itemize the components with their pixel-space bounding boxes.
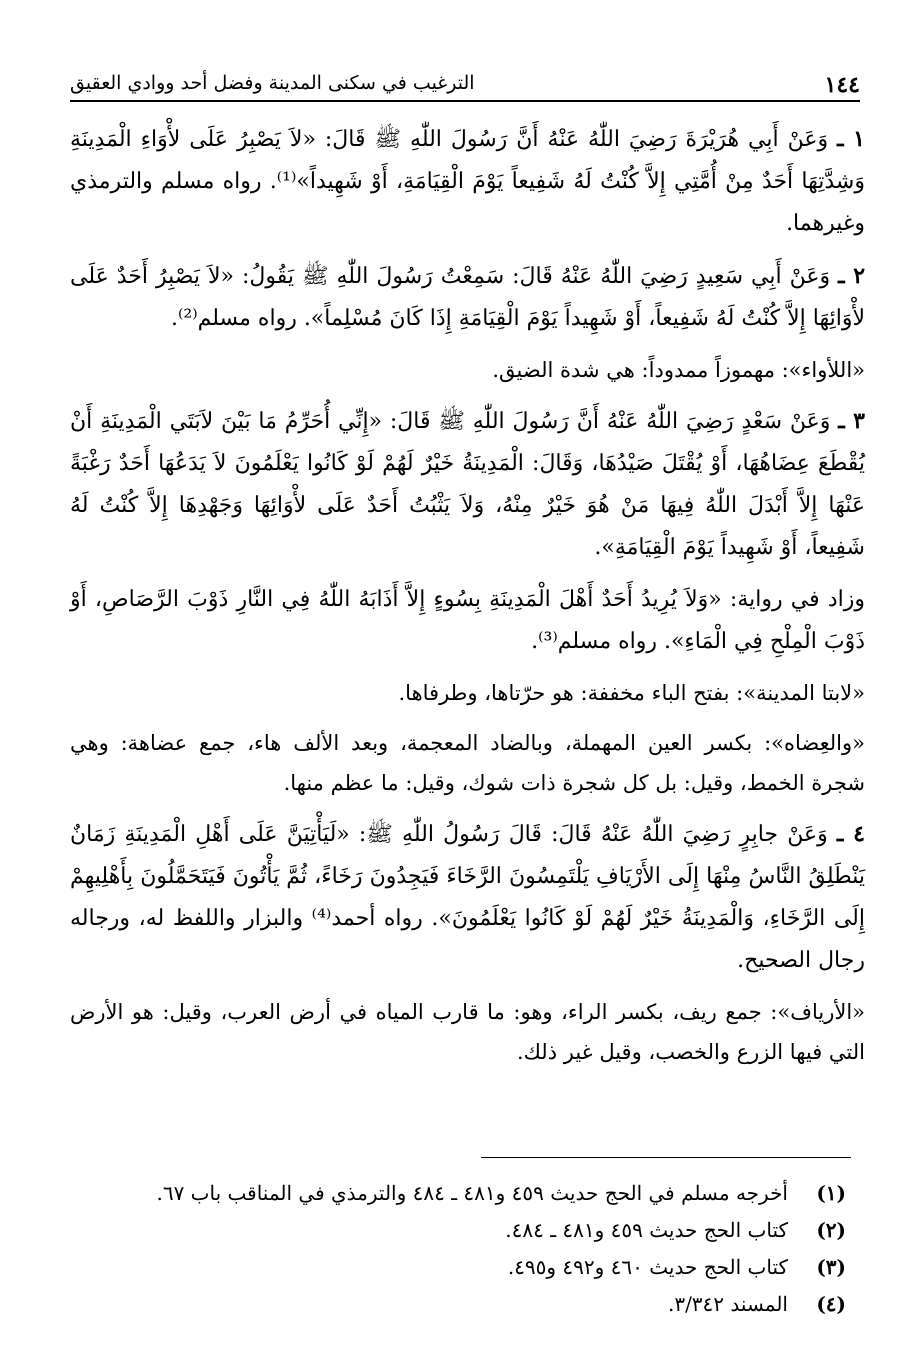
footnote-mark: (١): [816, 1181, 846, 1205]
hadith-number: ٣ ـ: [838, 408, 865, 434]
page-header: [70, 64, 860, 102]
footnote-text: المسند ٣/٣٤٢.: [667, 1292, 788, 1316]
hadith-3-addition: وزاد في رواية: «وَلاَ يُرِيدُ أَحَدٌ أَهْلَ الْمَدِينَةِ بِسُوءٍ إِلاَّ أَذَابَهُ اللّٰهُ فِي النَّارِ ذَوْبَ الرَّصَاصِ، أَوْ ذَوْبَ الْمِلْحِ فِي الْمَاءِ». رواه مسلم⁽³⁾.: [70, 587, 865, 654]
footnote-text: أخرجه مسلم في الحج حديث ٤٥٩ و٤٨١ ـ ٤٨٤ والترمذي في المناقب باب ٦٧.: [156, 1181, 788, 1205]
hadith-number: ٤ ـ: [836, 821, 865, 847]
hadith-text: وَعَنْ جابِرٍ رَضِيَ اللّٰهُ عَنْهُ قَالَ: قَالَ رَسُولُ اللّٰهِ ﷺ: «لَيَأْتِيَنَّ عَلَى أَهْلِ الْمَدِينَةِ زَمَانٌ يَنْطَلِقُ النَّاسُ مِنْهَا إِلَى الأَرْيَافِ يَلْتَمِسُونَ الرَّخَاءَ فَيَجِدُونَ رَخَاءً، ثُمَّ يَأْتُونَ فَيَتَحَمَّلُونَ بِأَهْلِيهِمْ إِلَى الرَّخَاءِ، وَالْمَدِينَةُ خَيْرٌ لَهُمْ لَوْ كَانُوا يَعْلَمُونَ». رواه أحمد⁽⁴⁾ والبزار واللفظ له، ورجاله رجال الصحيح.: [70, 822, 865, 973]
footnote-mark: (٣): [816, 1255, 846, 1279]
hadith-1: [70, 118, 865, 245]
gloss-labata: «لابتا المدينة»: بفتح الباء مخففة: هو حرّتاها، وطرفاها.: [398, 681, 865, 705]
gloss-idah: «والعِضاه»: بكسر العين المهملة، وبالضاد المعجمة، وبعد الألف هاء، جمع عضاهة: وهي شجرة الخمط، وقيل: بل كل شجرة ذات شوك، وقيل: ما عظم منها.: [70, 731, 865, 795]
gloss-aryaf: «الأرياف»: جمع ريف، بكسر الراء، وهو: ما قارب المياه في أرض العرب، وقيل: هو الأرض التي فيها الزرع والخصب، وقيل غير ذلك.: [70, 1000, 865, 1064]
main-text: [70, 118, 865, 1082]
hadith-number: ٢ ـ: [838, 263, 866, 289]
footnote-mark: (٢): [816, 1218, 846, 1242]
hadith-text: وَعَنْ سَعْدٍ رَضِيَ اللّٰهُ عَنْهُ أَنَّ رَسُولَ اللّٰهِ ﷺ قَالَ: «إِنِّي أُحَرِّمُ مَا بَيْنَ لاَبَتَي الْمَدِينَةِ أَنْ يُقْطَعَ عِضَاهُهَا، أَوْ يُقْتَلَ صَيْدُهَا، وَقَالَ: الْمَدِينَةُ خَيْرٌ لَهُمْ لَوْ كَانُوا يَعْلَمُونَ لاَ يَدَعُهَا أَحَدٌ رَغْبَةً عَنْهَا إِلاَّ أَبْدَلَ اللّٰهُ فِيهَا مَنْ هُوَ خَيْرٌ مِنْهُ، وَلاَ يَثْبُتُ أَحَدٌ عَلَى لأْوَائِهَا وَجَهْدِهَا إِلاَّ كُنْتُ لَهُ شَفِيعاً، أَوْ شَهِيداً يَوْمَ الْقِيَامَةِ».: [70, 409, 865, 560]
hadith-number: ١ ـ: [837, 126, 865, 152]
footnote-2: [86, 1212, 846, 1249]
hadith-text: وَعَنْ أَبِي سَعِيدٍ رَضِيَ اللّٰهُ عَنْهُ قَالَ: سَمِعْتُ رَسُولَ اللّٰهِ ﷺ يَقُولُ: «لاَ يَصْبِرُ أَحَدٌ عَلَى لأْوَائِهَا إِلاَّ كُنْتُ لَهُ شَفِيعاً، أَوْ شَهِيداً يَوْمَ الْقِيَامَةِ إِذَا كَانَ مُسْلِماً». رواه مسلم⁽²⁾.: [70, 264, 865, 331]
footnote-separator: [481, 1157, 851, 1158]
running-title: الترغيب في سكنى المدينة وفضل أحد ووادي العقيق: [70, 72, 475, 94]
footnote-text: كتاب الحج حديث ٤٥٩ و٤٨١ ـ ٤٨٤.: [505, 1218, 788, 1242]
footnotes: [86, 1175, 846, 1323]
footnote-3: [86, 1249, 846, 1286]
hadith-2: [70, 255, 865, 340]
footnote-4: [86, 1286, 846, 1323]
hadith-4: [70, 813, 865, 982]
gloss-lawaa: «اللأواء»: مهموزاً ممدوداً: هي شدة الضيق.: [492, 358, 865, 382]
hadith-3: [70, 400, 865, 569]
hadith-text: وَعَنْ أَبِي هُرَيْرَةَ رَضِيَ اللّٰهُ عَنْهُ أَنَّ رَسُولَ اللّٰهِ ﷺ قَالَ: «لاَ يَصْبِرُ عَلَى لأْوَاءِ الْمَدِينَةِ وَشِدَّتِهَا أَحَدٌ مِنْ أُمَّتِي إِلاَّ كُنْتُ لَهُ شَفِيعاً يَوْمَ الْقِيَامَةِ، أَوْ شَهِيداً»⁽¹⁾. رواه مسلم والترمذي وغيرهما.: [70, 127, 865, 236]
page-number: ١٤٤: [824, 72, 860, 98]
footnote-text: كتاب الحج حديث ٤٦٠ و٤٩٢ و٤٩٥.: [507, 1255, 788, 1279]
footnote-mark: (٤): [816, 1292, 846, 1316]
footnote-1: [86, 1175, 846, 1212]
